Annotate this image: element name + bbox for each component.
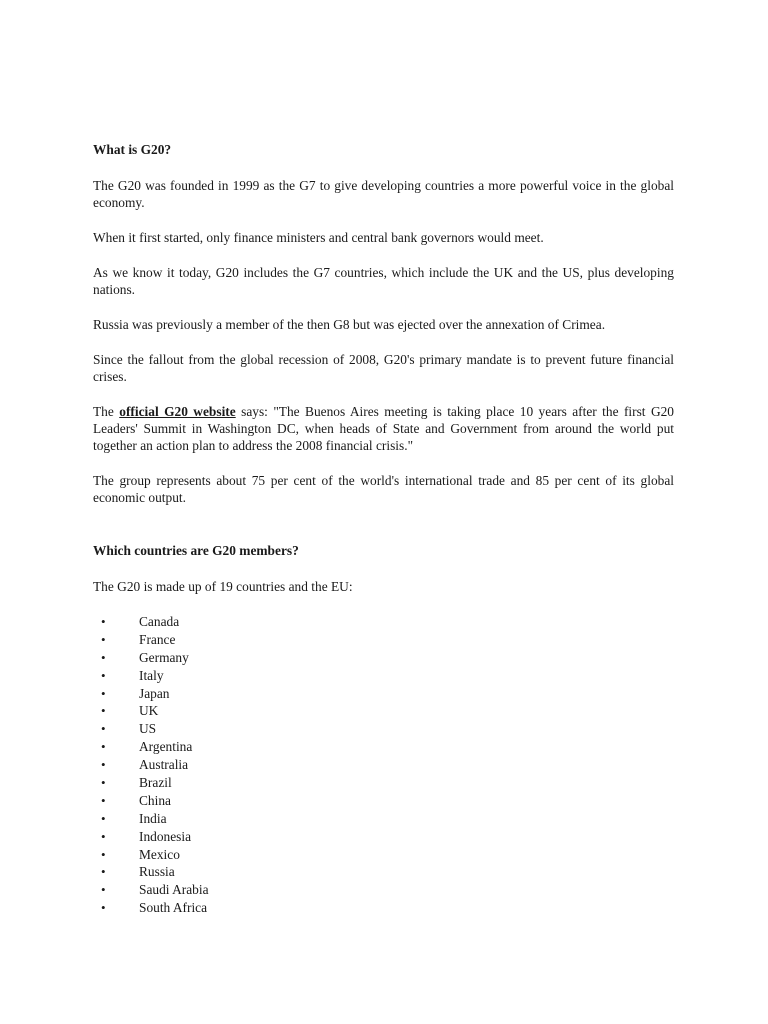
list-item <box>93 720 674 738</box>
paragraph-mandate: Since the fallout from the global recession of 2008, G20's primary mandate is to prevent future financial crises. <box>93 352 674 384</box>
bullet-icon: • <box>101 828 106 844</box>
bullet-icon: • <box>101 792 106 808</box>
list-item <box>93 828 674 846</box>
list-item <box>93 863 674 881</box>
list-item <box>93 667 674 685</box>
country-name: UK <box>139 703 159 719</box>
country-name: France <box>139 631 176 647</box>
paragraph-official-site-prefix: The <box>93 404 120 419</box>
list-item <box>93 881 674 899</box>
bullet-icon: • <box>101 757 106 773</box>
country-name: US <box>139 721 157 737</box>
country-name: Saudi Arabia <box>139 882 209 898</box>
official-g20-website-link[interactable]: official G20 website <box>119 404 236 419</box>
paragraph-russia: Russia was previously a member of the then G8 but was ejected over the annexation of Crimea. <box>93 317 606 332</box>
bullet-icon: • <box>101 846 106 862</box>
list-item <box>93 649 674 667</box>
paragraph-founded: The G20 was founded in 1999 as the G7 to give developing countries a more powerful voice in the global economy. <box>93 178 674 210</box>
bullet-icon: • <box>101 775 106 791</box>
country-name: Brazil <box>139 775 172 791</box>
heading-g20-members: Which countries are G20 members? <box>93 543 299 558</box>
country-name: Japan <box>139 685 170 701</box>
list-item <box>93 792 674 810</box>
bullet-icon: • <box>101 882 106 898</box>
country-name: Argentina <box>139 739 193 755</box>
country-name: Mexico <box>139 846 180 862</box>
list-item <box>93 702 674 720</box>
country-name: Indonesia <box>139 828 192 844</box>
list-item <box>93 774 674 792</box>
bullet-icon: • <box>101 739 106 755</box>
bullet-icon: • <box>101 649 106 665</box>
country-list <box>93 613 674 917</box>
list-item <box>93 738 674 756</box>
list-item <box>93 756 674 774</box>
list-item <box>93 613 674 631</box>
country-name: Germany <box>139 649 189 665</box>
bullet-icon: • <box>101 864 106 880</box>
paragraph-members-intro: The G20 is made up of 19 countries and the EU: <box>93 579 353 594</box>
bullet-icon: • <box>101 667 106 683</box>
bullet-icon: • <box>101 810 106 826</box>
list-item <box>93 685 674 703</box>
bullet-icon: • <box>101 631 106 647</box>
country-name: Australia <box>139 757 189 773</box>
list-item <box>93 899 674 917</box>
list-item <box>93 810 674 828</box>
document-page <box>93 141 674 917</box>
country-name: South Africa <box>139 900 208 916</box>
bullet-icon: • <box>101 685 106 701</box>
list-item <box>93 631 674 649</box>
country-name: India <box>139 810 167 826</box>
list-item <box>93 846 674 864</box>
paragraph-trade: The group represents about 75 per cent of the world's international trade and 85 per cent of its global economic output. <box>93 473 674 505</box>
country-name: China <box>139 792 171 808</box>
bullet-icon: • <box>101 900 106 916</box>
bullet-icon: • <box>101 703 106 719</box>
country-name: Russia <box>139 864 175 880</box>
paragraph-official-site <box>93 403 674 454</box>
paragraph-today: As we know it today, G20 includes the G7 countries, which include the UK and the US, plus developing nations. <box>93 265 674 297</box>
heading-what-is-g20: What is G20? <box>93 142 172 157</box>
paragraph-first-started: When it first started, only finance ministers and central bank governors would meet. <box>93 230 544 245</box>
country-name: Canada <box>139 614 180 629</box>
paragraph-official-site-quote: says: "The Buenos Aires meeting is taking place 10 years after the first G20 Leaders' Summit in Washington DC, when heads of State and Government from around the world put together an action plan to address the 2008 financial crisis." <box>93 404 675 453</box>
country-name: Italy <box>139 667 164 683</box>
bullet-icon: • <box>101 721 106 737</box>
bullet-icon: • <box>101 614 106 629</box>
